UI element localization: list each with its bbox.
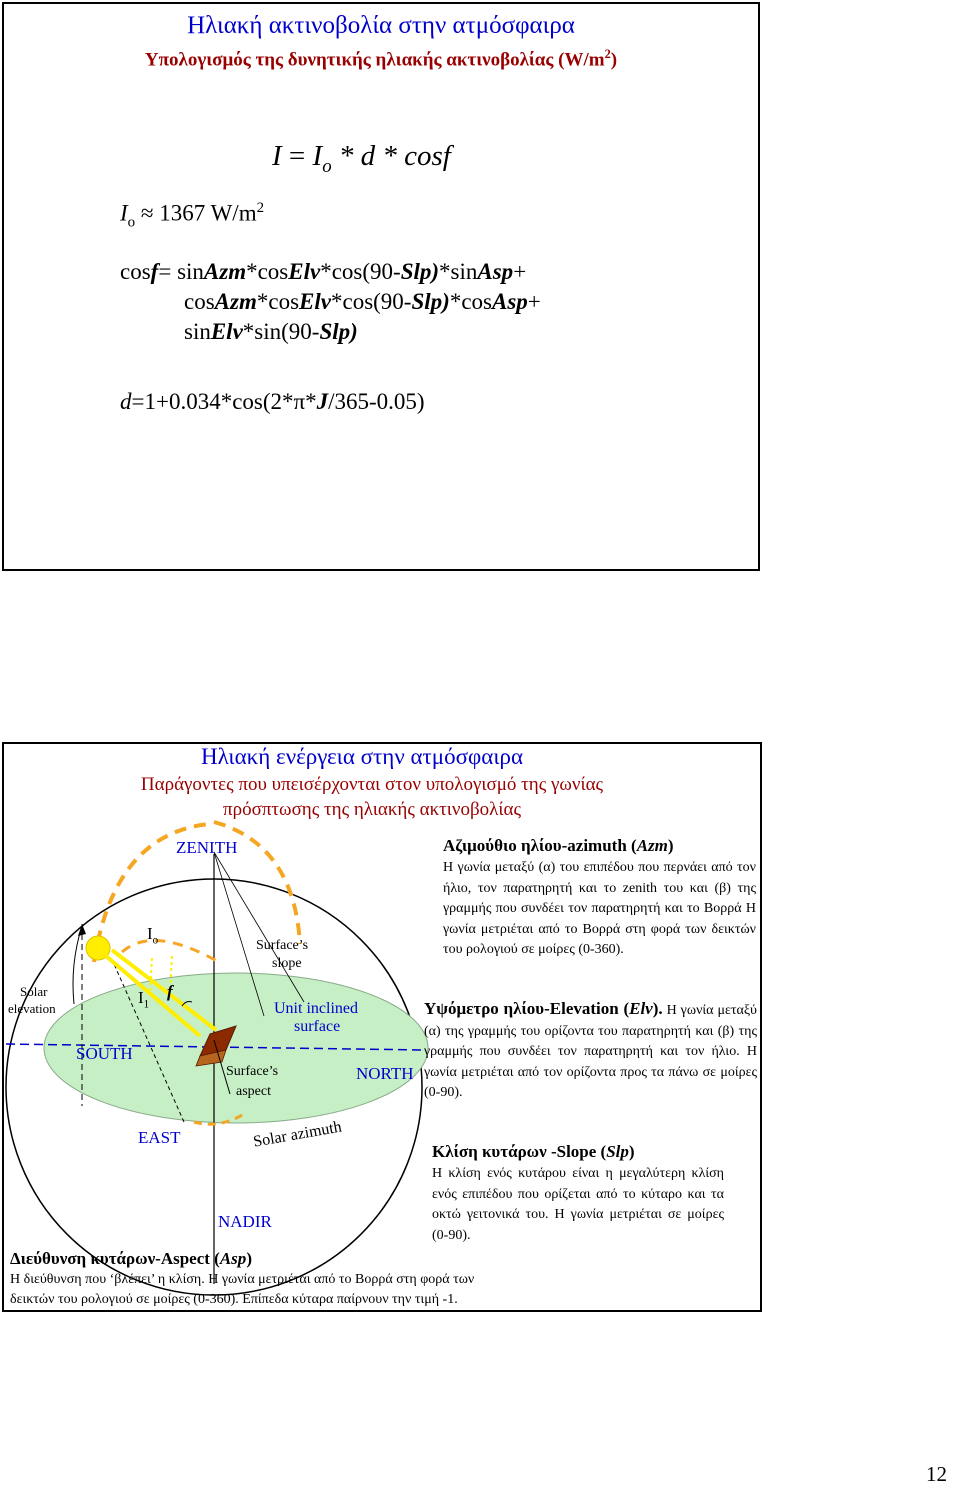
unit-surface-label-2: surface xyxy=(294,1018,341,1035)
elevation-arrow xyxy=(73,926,82,1004)
zenith-label: ZENITH xyxy=(176,838,238,857)
solar-azimuth-label: Solar azimuth xyxy=(252,1118,343,1151)
azimuth-definition: Η γωνία μεταξύ (α) του επιπέδου που περνάει από τον ήλιο, τον παρατηρητή και το zenith του και (β) της γραμμής που συνδέει τον παρατηρητή και το Βορρά Η γωνία μετριέται από το Βορρά στη φορά των δεικτών του ρολογιού σε μοίρες (0-360). xyxy=(443,860,756,957)
south-label: SOUTH xyxy=(76,1044,133,1063)
solar-elevation-label-2: elevation xyxy=(8,1001,56,1016)
azimuth-heading: Αζιμούθιο ηλίου-azimuth (Azm) xyxy=(443,836,674,855)
slope-definition: Η κλίση ενός κυτάρου είναι η μεγαλύτερη κλίση ενός επιπέδου που ορίζεται από το κύταρο και τα οκτώ γειτονικά του. Η γωνία μετριέται σε μοίρες (0-90). xyxy=(432,1166,724,1243)
angle-f-label: f xyxy=(167,982,173,1001)
aspect-definition-line-2: δεικτών του ρολογιού σε μοίρες (0-360). Επίπεδα κύταρα παίρνουν την τιμή -1. xyxy=(10,1292,458,1307)
slide-2-subtitle-line-1: Παράγοντες που υπεισέρχονται στον υπολογισμό της γωνίας xyxy=(140,774,604,795)
io-label: $I_o$ xyxy=(147,924,159,947)
solar-elevation-label-1: Solar xyxy=(20,984,48,999)
surface-slope-label-2: slope xyxy=(272,956,302,971)
slide-1-subtitle: Υπολογισμός της δυνητικής ηλιακής ακτινοβολίας $(W/m^2)$ xyxy=(144,47,618,71)
i1-label: $I_1$ xyxy=(138,988,150,1011)
slide-1-title: Ηλιακή ακτινοβολία στην ατμόσφαιρα xyxy=(187,12,575,39)
east-label: EAST xyxy=(138,1128,181,1147)
north-label: NORTH xyxy=(356,1064,414,1083)
aspect-definition-line-1: Η διεύθυνση που ‘βλέπει’ η κλίση. Η γωνία μετριέται από το Βορρά στη φορά των xyxy=(10,1272,475,1287)
unit-surface-label-1: Unit inclined xyxy=(274,1000,358,1017)
solar-constant: $I_o \approx 1367$ $W/m^2$ xyxy=(120,200,265,231)
slope-heading: Κλίση κυτάρων -Slope (Slp) xyxy=(432,1142,635,1161)
elevation-arrowhead xyxy=(78,924,86,936)
surface-aspect-label-2: aspect xyxy=(236,1084,271,1099)
cosf-line-3: sinElv*sin(90-Slp) xyxy=(184,319,358,344)
distance-formula: d=1+0.034*cos(2*π*J/365-0.05) xyxy=(120,389,425,414)
surface-slope-label-1: Surface’s xyxy=(256,938,309,953)
cosf-line-1: cosf= sinAzm*cosElv*cos(90-Slp)*sinAsp+ xyxy=(120,259,527,284)
elevation-definition: Υψόμετρο ηλίου-Elevation (Elv). Η γωνία μεταξύ (α) της γραμμής του ορίζοντα του παρατηρητή και (β) της γραμμής που συνδέει τον παρατηρητή και τον ήλιο. Η γωνία μετριέται από τον ορίζοντα προς τα πάνω σε μοίρες (0-90). xyxy=(424,999,757,1100)
cosf-line-2: cosAzm*cosElv*cos(90-Slp)*cosAsp+ xyxy=(184,289,541,314)
azimuth-arc xyxy=(122,940,222,964)
nadir-label: NADIR xyxy=(218,1212,272,1231)
slide-1 xyxy=(2,2,760,571)
page-number: 12 xyxy=(926,1462,947,1486)
surface-aspect-label-1: Surface’s xyxy=(226,1064,279,1079)
aspect-heading: Διεύθυνση κυτάρων-Aspect (Asp) xyxy=(10,1249,252,1268)
slide-2 xyxy=(2,742,762,1312)
main-formula: $I = I_o * d * \cos f$ xyxy=(272,140,451,177)
slide-2-title: Ηλιακή ενέργεια στην ατμόσφαιρα xyxy=(200,744,524,769)
slide-2-subtitle-line-2: πρόσπτωσης της ηλιακής ακτινοβολίας xyxy=(223,799,521,820)
